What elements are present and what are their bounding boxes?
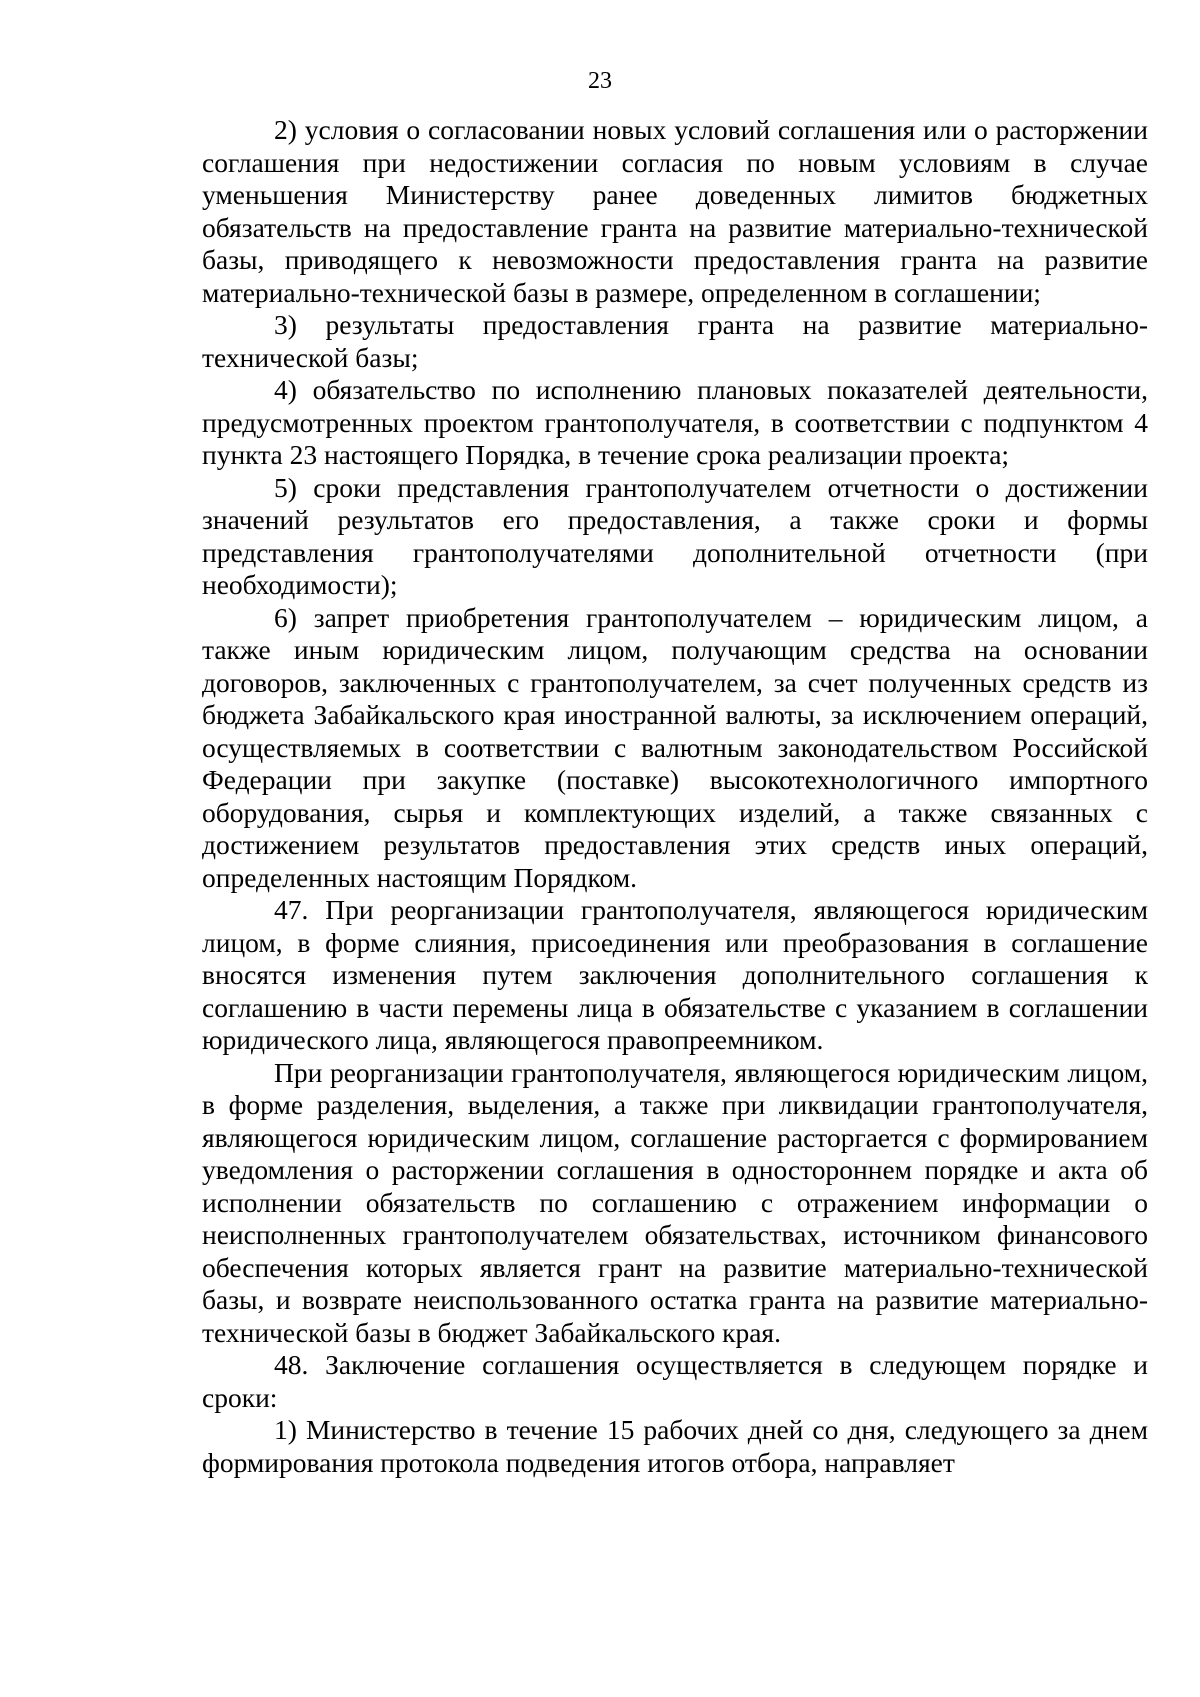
paragraph-item-4-obligation: 4) обязательство по исполнению плановых показателей деятельности, предусмотренных проектом грантополучателя, в соответствии с подпунктом 4 пункта 23 настоящего Порядка, в течение срока реализации проекта; <box>202 374 1148 470</box>
document-body <box>202 114 1148 1479</box>
paragraph-section-47: 47. При реорганизации грантополучателя, являющегося юридическим лицом, в форме слияния, присоединения или преобразования в соглашение вносятся изменения путем заключения дополнительного соглашения к соглашению в части перемены лица в обязательстве с указанием в соглашении юридического лица, являющегося правопреемником. <box>202 894 1148 1055</box>
paragraph-section-48: 48. Заключение соглашения осуществляется в следующем порядке и сроки: <box>202 1349 1148 1413</box>
paragraph-item-6-currency-ban: 6) запрет приобретения грантополучателем – юридическим лицом, а также иным юридическим лицом, получающим средства на основании договоров, заключенных с грантополучателем, за счет полученных средств из бюджета Забайкальского края иностранной валюты, за исключением операций, осуществляемых в соответствии с валютным законодательством Российской Федерации при закупке (поставке) высокотехнологичного импортного оборудования, сырья и комплектующих изделий, а также связанных с достижением результатов предоставления этих средств иных операций, определенных настоящим Порядком. <box>202 601 1148 893</box>
paragraph-item-5-reporting: 5) сроки представления грантополучателем отчетности о достижении значений результатов его предоставления, а также сроки и формы представления грантополучателями дополнительной отчетности (при необходимости); <box>202 471 1148 600</box>
page-number: 23 <box>588 68 612 94</box>
paragraph-section-48-item-1: 1) Министерство в течение 15 рабочих дней со дня, следующего за днем формирования протокола подведения итогов отбора, направляет <box>202 1414 1148 1478</box>
paragraph-item-3-results: 3) результаты предоставления гранта на развитие материально-технической базы; <box>202 309 1148 373</box>
paragraph-section-47-reorganization: При реорганизации грантополучателя, являющегося юридическим лицом, в форме разделения, выделения, а также при ликвидации грантополучателя, являющегося юридическим лицом, соглашение расторгается с формированием уведомления о расторжении соглашения в одностороннем порядке и акта об исполнении обязательств по соглашению с отражением информации о неисполненных грантополучателем обязательствах, источником финансового обеспечения которых является грант на развитие материально-технической базы, и возврате неиспользованного остатка гранта на развитие материально-технической базы в бюджет Забайкальского края. <box>202 1056 1148 1348</box>
paragraph-item-2-conditions: 2) условия о согласовании новых условий соглашения или о расторжении соглашения при недостижении согласия по новым условиям в случае уменьшения Министерству ранее доведенных лимитов бюджетных обязательств на предоставление гранта на развитие материально-технической базы, приводящего к невозможности предоставления гранта на развитие материально-технической базы в размере, определенном в соглашении; <box>202 114 1148 308</box>
